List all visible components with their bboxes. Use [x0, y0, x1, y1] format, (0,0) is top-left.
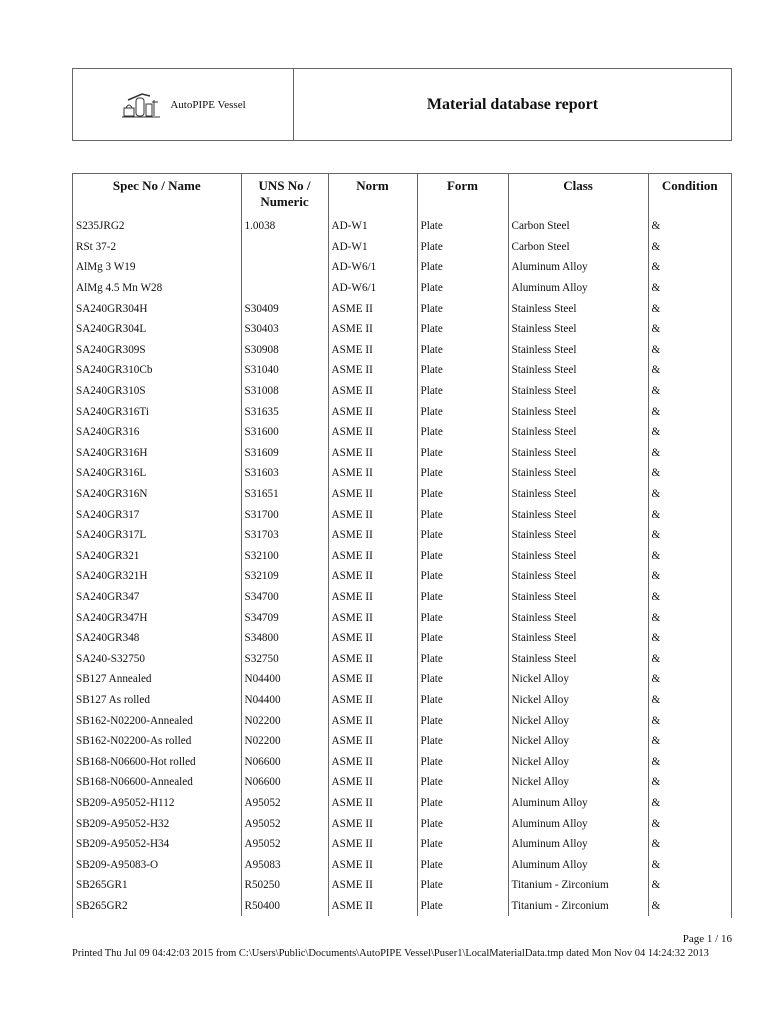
table-row — [73, 834, 731, 855]
cell-uns-no: S34700 — [241, 587, 328, 608]
cell-condition: & — [648, 669, 731, 690]
cell-uns-no: N02200 — [241, 710, 328, 731]
cell-condition: & — [648, 587, 731, 608]
cell-form: Plate — [417, 340, 508, 361]
column-header-form: Form — [417, 174, 508, 216]
cell-class: Stainless Steel — [508, 298, 648, 319]
cell-uns-no: S32109 — [241, 566, 328, 587]
cell-class: Aluminum Alloy — [508, 854, 648, 875]
autopipe-vessel-logo-icon — [120, 90, 168, 120]
cell-form: Plate — [417, 525, 508, 546]
cell-uns-no: S31703 — [241, 525, 328, 546]
cell-form: Plate — [417, 443, 508, 464]
cell-spec-name: SA240GR317 — [76, 508, 140, 521]
table-row — [73, 257, 731, 278]
cell-norm: ASME II — [328, 443, 417, 464]
cell-form: Plate — [417, 690, 508, 711]
cell-form: Plate — [417, 813, 508, 834]
cell-spec-name: SA240GR316H — [76, 446, 148, 459]
table-row — [73, 813, 731, 834]
cell-condition: & — [648, 463, 731, 484]
cell-spec-name: SB209-A95083-O — [76, 858, 159, 871]
cell-norm: AD-W6/1 — [328, 278, 417, 299]
cell-norm: ASME II — [328, 813, 417, 834]
table-row — [73, 319, 731, 340]
cell-form: Plate — [417, 566, 508, 587]
cell-condition: & — [648, 772, 731, 793]
cell-class: Aluminum Alloy — [508, 834, 648, 855]
cell-norm: ASME II — [328, 298, 417, 319]
cell-form: Plate — [417, 731, 508, 752]
cell-uns-no — [241, 237, 328, 258]
table-row — [73, 628, 731, 649]
cell-class: Aluminum Alloy — [508, 278, 648, 299]
cell-norm: ASME II — [328, 587, 417, 608]
page-number: Page 1 / 16 — [682, 933, 732, 945]
cell-spec-name: SB265GR1 — [76, 879, 128, 892]
cell-norm: ASME II — [328, 566, 417, 587]
cell-uns-no: N04400 — [241, 669, 328, 690]
table-row — [73, 401, 731, 422]
cell-uns-no: N06600 — [241, 772, 328, 793]
cell-condition: & — [648, 875, 731, 896]
cell-condition: & — [648, 216, 731, 237]
cell-condition: & — [648, 793, 731, 814]
cell-spec-name: SA240GR309S — [76, 343, 146, 356]
cell-condition: & — [648, 566, 731, 587]
cell-form: Plate — [417, 298, 508, 319]
cell-class: Nickel Alloy — [508, 690, 648, 711]
column-header-norm: Norm — [328, 174, 417, 216]
cell-uns-no: S34709 — [241, 607, 328, 628]
table-body — [73, 216, 731, 916]
table-row — [73, 710, 731, 731]
cell-class: Stainless Steel — [508, 566, 648, 587]
cell-form: Plate — [417, 484, 508, 505]
cell-norm: ASME II — [328, 546, 417, 567]
cell-form: Plate — [417, 607, 508, 628]
cell-uns-no — [241, 257, 328, 278]
column-header-condition: Condition — [648, 174, 731, 216]
cell-condition: & — [648, 484, 731, 505]
cell-spec-name: SB209-A95052-H112 — [76, 796, 175, 809]
cell-form: Plate — [417, 896, 508, 917]
cell-condition: & — [648, 751, 731, 772]
cell-spec-name: SB168-N06600-Hot rolled — [76, 755, 196, 768]
cell-spec-name: SB162-N02200-As rolled — [76, 735, 192, 748]
cell-uns-no: S31651 — [241, 484, 328, 505]
cell-norm: ASME II — [328, 401, 417, 422]
cell-condition: & — [648, 443, 731, 464]
cell-norm: ASME II — [328, 607, 417, 628]
cell-class: Stainless Steel — [508, 607, 648, 628]
cell-form: Plate — [417, 237, 508, 258]
cell-uns-no: A95052 — [241, 834, 328, 855]
cell-class: Stainless Steel — [508, 319, 648, 340]
table-row — [73, 443, 731, 464]
cell-form: Plate — [417, 587, 508, 608]
cell-form: Plate — [417, 772, 508, 793]
cell-condition: & — [648, 628, 731, 649]
cell-uns-no: S31609 — [241, 443, 328, 464]
cell-norm: ASME II — [328, 896, 417, 917]
cell-condition: & — [648, 340, 731, 361]
cell-condition: & — [648, 896, 731, 917]
cell-condition: & — [648, 319, 731, 340]
cell-condition: & — [648, 607, 731, 628]
cell-norm: ASME II — [328, 875, 417, 896]
cell-spec-name: SB127 Annealed — [76, 673, 152, 686]
cell-uns-no: S30409 — [241, 298, 328, 319]
table-row — [73, 422, 731, 443]
report-header — [72, 68, 732, 141]
table-row — [73, 237, 731, 258]
cell-class: Carbon Steel — [508, 237, 648, 258]
table-row — [73, 751, 731, 772]
cell-norm: ASME II — [328, 834, 417, 855]
cell-spec-name: SA240-S32750 — [76, 652, 145, 665]
table-row — [73, 587, 731, 608]
cell-norm: ASME II — [328, 360, 417, 381]
cell-uns-no: S31700 — [241, 504, 328, 525]
cell-class: Aluminum Alloy — [508, 793, 648, 814]
cell-form: Plate — [417, 278, 508, 299]
cell-class: Stainless Steel — [508, 628, 648, 649]
cell-condition: & — [648, 381, 731, 402]
cell-uns-no: N04400 — [241, 690, 328, 711]
table-row — [73, 216, 731, 237]
cell-spec-name: SA240GR321 — [76, 549, 140, 562]
cell-uns-no: N02200 — [241, 731, 328, 752]
column-header-spec-name: Spec No / Name — [112, 178, 201, 193]
cell-class: Stainless Steel — [508, 443, 648, 464]
cell-norm: ASME II — [328, 854, 417, 875]
cell-spec-name: SA240GR304H — [76, 302, 148, 315]
cell-spec-name: SA240GR317L — [76, 529, 147, 542]
cell-uns-no: S31635 — [241, 401, 328, 422]
cell-spec-name: SA240GR316Ti — [76, 405, 149, 418]
cell-spec-name: SA240GR310S — [76, 385, 146, 398]
cell-class: Stainless Steel — [508, 587, 648, 608]
table-row — [73, 360, 731, 381]
table-row — [73, 648, 731, 669]
table-row — [73, 772, 731, 793]
cell-spec-name: SA240GR347H — [76, 611, 148, 624]
cell-form: Plate — [417, 401, 508, 422]
cell-form: Plate — [417, 360, 508, 381]
cell-spec-name: SA240GR321H — [76, 570, 148, 583]
cell-class: Carbon Steel — [508, 216, 648, 237]
cell-spec-name: SA240GR316 — [76, 426, 140, 439]
cell-class: Stainless Steel — [508, 648, 648, 669]
cell-uns-no: S31008 — [241, 381, 328, 402]
cell-uns-no: S34800 — [241, 628, 328, 649]
cell-form: Plate — [417, 793, 508, 814]
cell-condition: & — [648, 731, 731, 752]
cell-uns-no: S32750 — [241, 648, 328, 669]
cell-uns-no: S30403 — [241, 319, 328, 340]
cell-norm: ASME II — [328, 504, 417, 525]
cell-class: Nickel Alloy — [508, 731, 648, 752]
table-row — [73, 690, 731, 711]
printed-info: Printed Thu Jul 09 04:42:03 2015 from C:\Users\Public\Documents\AutoPIPE Vessel\Puser1\LocalMaterialData.tmp dated Mon Nov 04 14:24:32 2013 — [72, 948, 709, 959]
table-row — [73, 607, 731, 628]
cell-spec-name: SA240GR316N — [76, 488, 148, 501]
cell-uns-no: S31600 — [241, 422, 328, 443]
cell-uns-no: S31603 — [241, 463, 328, 484]
table-row — [73, 525, 731, 546]
cell-class: Stainless Steel — [508, 401, 648, 422]
cell-condition: & — [648, 525, 731, 546]
cell-form: Plate — [417, 257, 508, 278]
cell-spec-name: SA240GR348 — [76, 632, 140, 645]
cell-form: Plate — [417, 834, 508, 855]
cell-form: Plate — [417, 648, 508, 669]
cell-form: Plate — [417, 546, 508, 567]
table-row — [73, 278, 731, 299]
cell-form: Plate — [417, 628, 508, 649]
cell-norm: ASME II — [328, 690, 417, 711]
table-row — [73, 381, 731, 402]
cell-condition: & — [648, 504, 731, 525]
cell-norm: ASME II — [328, 751, 417, 772]
cell-class: Stainless Steel — [508, 381, 648, 402]
table-row — [73, 340, 731, 361]
cell-norm: AD-W1 — [328, 216, 417, 237]
cell-norm: ASME II — [328, 772, 417, 793]
cell-form: Plate — [417, 381, 508, 402]
cell-norm: ASME II — [328, 710, 417, 731]
table-row — [73, 896, 731, 917]
cell-uns-no: 1.0038 — [241, 216, 328, 237]
cell-form: Plate — [417, 875, 508, 896]
cell-norm: ASME II — [328, 793, 417, 814]
cell-condition: & — [648, 401, 731, 422]
cell-uns-no: S30908 — [241, 340, 328, 361]
cell-condition: & — [648, 854, 731, 875]
cell-spec-name: S235JRG2 — [76, 220, 125, 233]
cell-norm: ASME II — [328, 381, 417, 402]
table-row — [73, 504, 731, 525]
cell-condition: & — [648, 298, 731, 319]
cell-spec-name: SA240GR347 — [76, 590, 140, 603]
cell-class: Nickel Alloy — [508, 751, 648, 772]
cell-spec-name: SA240GR310Cb — [76, 364, 153, 377]
cell-class: Nickel Alloy — [508, 710, 648, 731]
cell-class: Nickel Alloy — [508, 669, 648, 690]
cell-condition: & — [648, 710, 731, 731]
cell-spec-name: AlMg 4.5 Mn W28 — [76, 282, 163, 295]
table-row — [73, 875, 731, 896]
table-row — [73, 298, 731, 319]
cell-class: Stainless Steel — [508, 463, 648, 484]
cell-norm: ASME II — [328, 422, 417, 443]
table-row — [73, 463, 731, 484]
cell-condition: & — [648, 278, 731, 299]
table-row — [73, 731, 731, 752]
cell-spec-name: AlMg 3 W19 — [76, 261, 136, 274]
cell-spec-name: SB162-N02200-Annealed — [76, 714, 193, 727]
cell-class: Titanium - Zirconium — [508, 896, 648, 917]
column-header-class: Class — [508, 174, 648, 216]
cell-uns-no: A95052 — [241, 793, 328, 814]
cell-condition: & — [648, 257, 731, 278]
table-row — [73, 546, 731, 567]
cell-spec-name: SB209-A95052-H34 — [76, 838, 170, 851]
cell-norm: ASME II — [328, 525, 417, 546]
material-table — [72, 173, 732, 918]
cell-norm: ASME II — [328, 463, 417, 484]
cell-class: Stainless Steel — [508, 340, 648, 361]
cell-condition: & — [648, 834, 731, 855]
cell-spec-name: SB265GR2 — [76, 899, 128, 912]
cell-uns-no: A95083 — [241, 854, 328, 875]
cell-class: Stainless Steel — [508, 484, 648, 505]
cell-class: Stainless Steel — [508, 504, 648, 525]
cell-uns-no: N06600 — [241, 751, 328, 772]
app-name: AutoPIPE Vessel — [170, 98, 246, 111]
table-row — [73, 484, 731, 505]
cell-class: Stainless Steel — [508, 546, 648, 567]
cell-uns-no: R50400 — [241, 896, 328, 917]
cell-condition: & — [648, 422, 731, 443]
cell-norm: AD-W6/1 — [328, 257, 417, 278]
cell-form: Plate — [417, 216, 508, 237]
cell-class: Nickel Alloy — [508, 772, 648, 793]
cell-uns-no — [241, 278, 328, 299]
cell-uns-no: S31040 — [241, 360, 328, 381]
cell-form: Plate — [417, 319, 508, 340]
cell-class: Stainless Steel — [508, 525, 648, 546]
table-header-row — [73, 174, 731, 216]
cell-class: Stainless Steel — [508, 422, 648, 443]
cell-uns-no: R50250 — [241, 875, 328, 896]
cell-condition: & — [648, 648, 731, 669]
cell-norm: ASME II — [328, 484, 417, 505]
table-row — [73, 566, 731, 587]
cell-condition: & — [648, 237, 731, 258]
cell-condition: & — [648, 690, 731, 711]
cell-norm: ASME II — [328, 319, 417, 340]
cell-class: Stainless Steel — [508, 360, 648, 381]
cell-form: Plate — [417, 463, 508, 484]
cell-form: Plate — [417, 710, 508, 731]
cell-form: Plate — [417, 504, 508, 525]
cell-norm: AD-W1 — [328, 237, 417, 258]
cell-condition: & — [648, 546, 731, 567]
cell-uns-no: S32100 — [241, 546, 328, 567]
cell-spec-name: RSt 37-2 — [76, 240, 117, 253]
cell-norm: ASME II — [328, 648, 417, 669]
cell-form: Plate — [417, 422, 508, 443]
cell-norm: ASME II — [328, 731, 417, 752]
cell-form: Plate — [417, 669, 508, 690]
cell-class: Titanium - Zirconium — [508, 875, 648, 896]
cell-form: Plate — [417, 854, 508, 875]
column-header-uns-no: UNS No / Numeric — [241, 174, 328, 216]
cell-class: Aluminum Alloy — [508, 257, 648, 278]
cell-spec-name: SB127 As rolled — [76, 693, 150, 706]
table-row — [73, 854, 731, 875]
cell-uns-no: A95052 — [241, 813, 328, 834]
cell-spec-name: SB168-N06600-Annealed — [76, 776, 193, 789]
report-title: Material database report — [426, 95, 599, 113]
table-row — [73, 793, 731, 814]
cell-norm: ASME II — [328, 340, 417, 361]
cell-norm: ASME II — [328, 628, 417, 649]
logo-cell — [73, 69, 294, 140]
cell-spec-name: SA240GR304L — [76, 323, 147, 336]
cell-spec-name: SB209-A95052-H32 — [76, 817, 170, 830]
cell-form: Plate — [417, 751, 508, 772]
cell-norm: ASME II — [328, 669, 417, 690]
table-row — [73, 669, 731, 690]
cell-class: Aluminum Alloy — [508, 813, 648, 834]
cell-spec-name: SA240GR316L — [76, 467, 147, 480]
cell-condition: & — [648, 360, 731, 381]
cell-condition: & — [648, 813, 731, 834]
